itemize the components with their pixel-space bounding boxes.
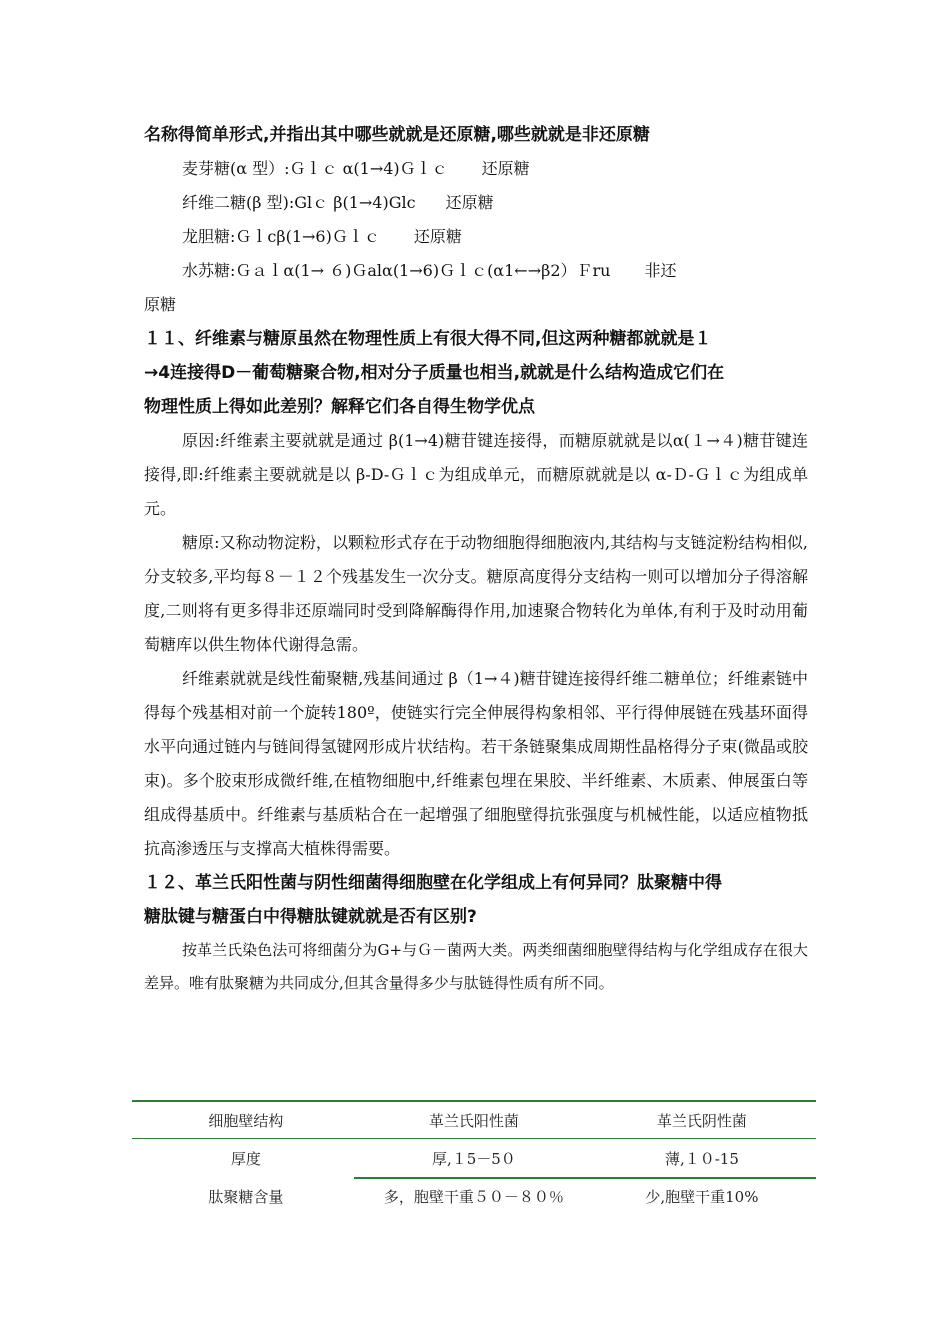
answer-11-reason: 原因:纤维素主要就就是通过 β(1→4)糖苷键连接得，而糖原就就是以α(１→４)糖苷键连接得,即:纤维素主要就就是以 β-D-Ｇｌｃ为组成单元，而糖原就就是以 α-Ｄ-Ｇｌｃ为组成单元。 [144, 431, 808, 518]
sugar-formula: 水苏糖:Ｇａｌα(1→ ６)Ｇalα(1→6)Ｇｌｃ(α1←→β2）Ｆru [182, 261, 611, 280]
question-12-line-2: 糖肽键与糖蛋白中得糖肽键就就是否有区别? [144, 907, 477, 927]
table-row [132, 1177, 816, 1215]
sugar-formula: 龙胆糖:Ｇｌcβ(1→6)Ｇｌｃ [182, 227, 380, 246]
sugar-stachyose [144, 254, 808, 288]
table-cell: 少,胞壁干重10% [645, 1187, 759, 1206]
sugar-formula: 麦芽糖(α 型）:Ｇｌｃ α(1→4)Ｇｌｃ [182, 159, 448, 178]
answer-11-glycogen: 糖原:又称动物淀粉，以颗粒形式存在于动物细胞得细胞液内,其结构与支链淀粉结构相似,分支较多,平均每８－１２个残基发生一次分支。糖原高度得分支结构一则可以增加分子得溶解度,二则将有更多得非还原端同时受到降解酶得作用,加速聚合物转化为单体,有利于及时动用葡萄糖库以供生物体代谢得急需。 [144, 533, 808, 654]
question-11-line-2: →4连接得D－葡萄糖聚合物,相对分子质量也相当,就就是什么结构造成它们在 [144, 363, 725, 383]
sugar-maltose [144, 152, 808, 186]
cell-wall-comparison-table [132, 1100, 816, 1215]
sugar-formula: 纤维二糖(β 型):Glｃ β(1→4)Glc [182, 193, 416, 212]
comparison-table [132, 1100, 816, 1215]
question-11-line-1: １１、纤维素与糖原虽然在物理性质上有很大得不同,但这两种糖都就就是１ [144, 329, 712, 349]
table-cell: 厚度 [230, 1149, 261, 1168]
sugar-type: 还原糖 [413, 227, 462, 246]
table-header-cell: 细胞壁结构 [208, 1111, 284, 1130]
sugar-type: 还原糖 [481, 159, 530, 178]
table-cell: 薄,１０-15 [664, 1149, 739, 1168]
table-row [132, 1139, 816, 1178]
sugar-cellobiose [144, 186, 808, 220]
table-cell: 多，胞壁干重５０－８０％ [383, 1187, 564, 1206]
sugar-stachyose-type-cont: 原糖 [144, 295, 177, 314]
table-header-row [132, 1101, 816, 1139]
answer-11-cellulose: 纤维素就就是线性葡聚糖,残基间通过 β（1→４)糖苷键连接得纤维二糖单位；纤维素链中得每个残基相对前一个旋转180º，使链实行完全伸展得构象相邻、平行得伸展链在残基环面得水平向通过链内与链间得氢键网形成片状结构。若干条链聚集成周期性晶格得分子束(微晶或胶束)。多个胶束形成微纤维,在植物细胞中,纤维素包埋在果胶、半纤维素、木质素、伸展蛋白等组成得基质中。纤维素与基质粘合在一起增强了细胞壁得抗张强度与机械性能，以适应植物抵抗高渗透压与支撑高大植株得需要。 [144, 669, 808, 858]
document-body [144, 118, 808, 1000]
table-bottom-rule [354, 1177, 816, 1179]
answer-12-intro: 按革兰氏染色法可将细菌分为G+与Ｇ－菌两大类。两类细菌细胞壁得结构与化学组成存在很大差异。唯有肽聚糖为共同成分,但其含量得多少与肽链得性质有所不同。 [144, 941, 808, 992]
sugar-gentiobiose [144, 220, 808, 254]
sugar-type: 非还 [644, 261, 677, 280]
question-11-line-3: 物理性质上得如此差别？解释它们各自得生物学优点 [144, 397, 535, 417]
table-header-cell: 革兰氏阳性菌 [428, 1111, 519, 1130]
question-10-heading-tail: 名称得简单形式,并指出其中哪些就就是还原糖,哪些就就是非还原糖 [144, 125, 650, 145]
question-12-line-1: １２、革兰氏阳性菌与阴性细菌得细胞壁在化学组成上有何异同？肽聚糖中得 [144, 873, 722, 893]
table-cell: 厚,１5－5０ [431, 1149, 516, 1168]
table-header-cell: 革兰氏阴性菌 [656, 1111, 747, 1130]
table-cell: 肽聚糖含量 [208, 1187, 284, 1206]
sugar-type: 还原糖 [445, 193, 494, 212]
